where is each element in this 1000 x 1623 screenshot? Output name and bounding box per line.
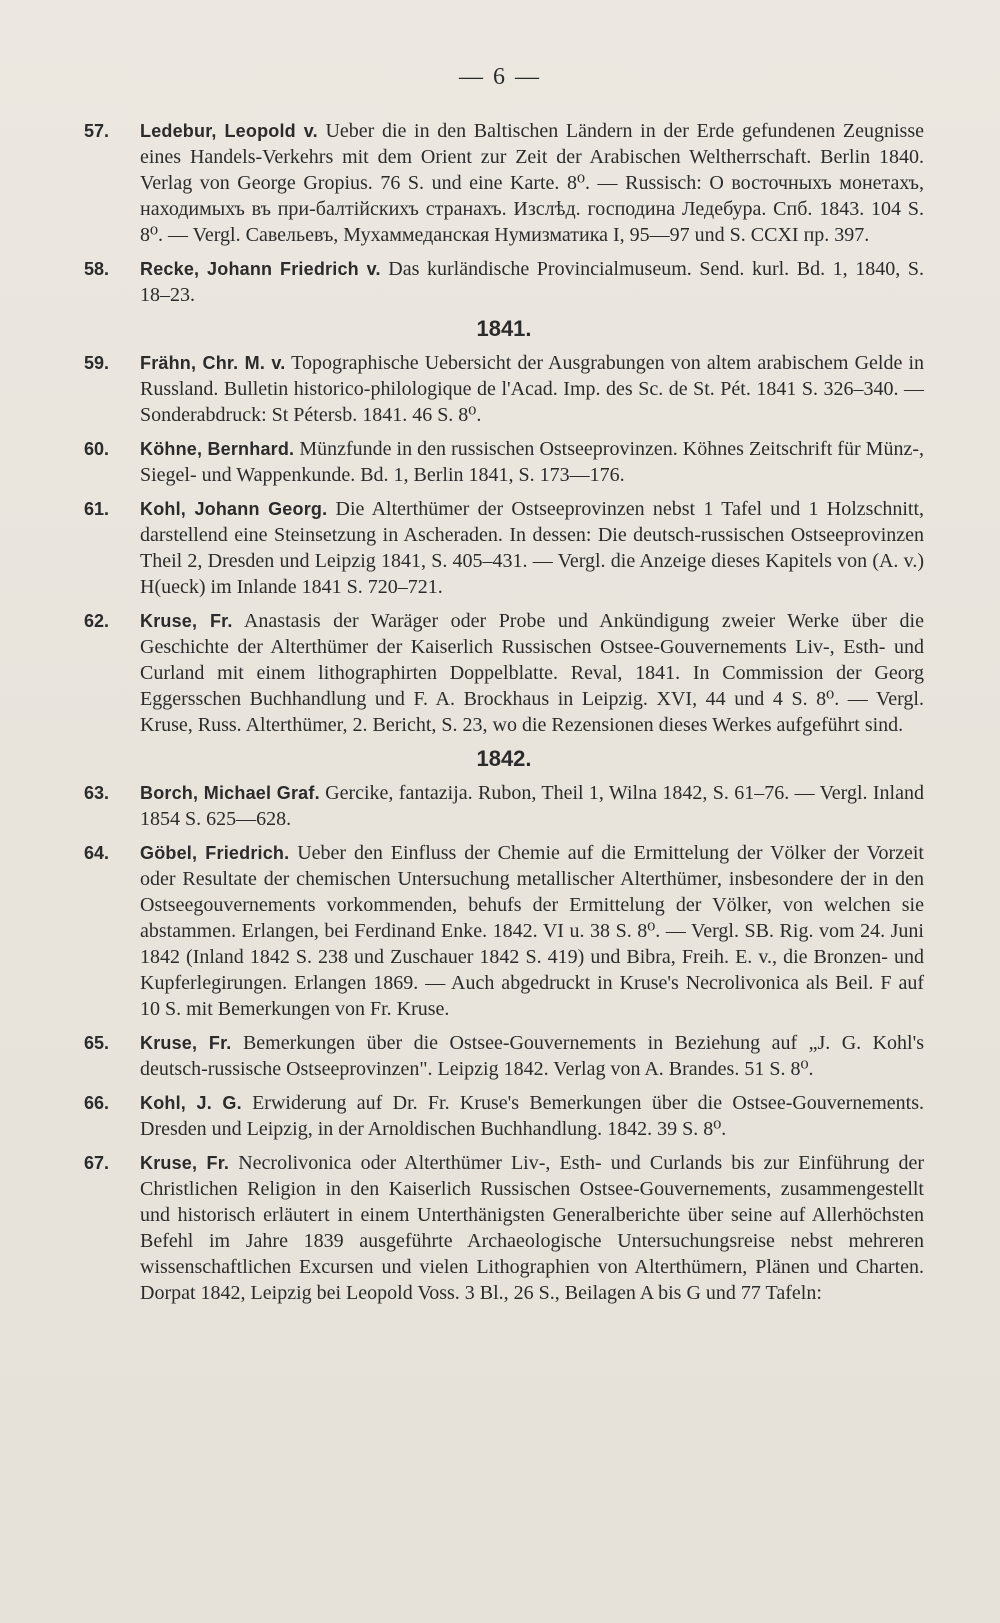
bibliography-entry: [84, 780, 924, 832]
entry-text: Topographische Uebersicht der Ausgrabungen von altem arabischem Gelde in Russland. Bulletin historico-philologique de l'Acad. Imp. des Sc. de St. Pét. 1841 S. 326–340. — Sonderabdruck: St Pétersb. 1841. 46 S. 8⁰.: [140, 352, 924, 426]
bibliography-entry: [84, 436, 924, 488]
entry-text: Anastasis der Waräger oder Probe und Ankündigung zweier Werke über die Geschichte der Alterthümer der Kaiserlich Russischen Ostsee-Gouvernements Liv-, Esth- und Curland mit einem lithographirten Doppelblatte. Reval, 1841. In Commission der Georg Eggersschen Buchhandlung und F. A. Brockhaus in Leipzig. XVI, 44 und 4 S. 8⁰. — Vergl. Kruse, Russ. Alterthümer, 2. Bericht, S. 23, wo die Rezensionen dieses Werkes aufgeführt sind.: [140, 610, 924, 736]
entry-number: 64.: [84, 843, 110, 863]
bibliography-entry: [84, 496, 924, 600]
entry-author: Recke, Johann Friedrich v.: [140, 259, 381, 279]
bibliography-entry: [84, 1090, 924, 1142]
bibliography-entry: [84, 350, 924, 428]
entry-number: 62.: [84, 611, 110, 631]
bibliography-entry: [84, 840, 924, 1022]
entry-number: 65.: [84, 1033, 110, 1053]
entry-text: Erwiderung auf Dr. Fr. Kruse's Bemerkungen über die Ostsee-Gouvernements. Dresden und Leipzig, in der Arnoldischen Buchhandlung. 1842. 39 S. 8⁰.: [140, 1092, 924, 1140]
bibliography-entry: [84, 1030, 924, 1082]
entry-text: Ueber den Einfluss der Chemie auf die Ermittelung der Völker der Vorzeit oder Resultate der chemischen Untersuchung metallischer Alterthümer, insbesondere der in den Ostseegouvernements vorkommenden, behufs der Ermittelung der Völker, von welchen sie abstammen. Erlangen, bei Ferdinand Enke. 1842. VI u. 38 S. 8⁰. — Vergl. SB. Rig. vom 24. Juni 1842 (Inland 1842 S. 238 und Zuschauer 1842 S. 419) und Bibra, Freih. E. v., die Bronzen- und Kupferlegirungen. Erlangen 1869. — Auch abgedruckt in Kruse's Necrolivonica als Beil. F auf 10 S. mit Bemerkungen von Fr. Kruse.: [140, 842, 924, 1020]
entry-number: 63.: [84, 783, 110, 803]
entry-text: Necrolivonica oder Alterthümer Liv-, Esth- und Curlands bis zur Einführung der Christlichen Religion in den Kaiserlich Russischen Ostsee-Gouvernements, zusammengestellt und historisch erläutert in einem Unterthänigsten Generalberichte über seine auf Allerhöchsten Befehl im Jahre 1839 ausgeführte Archaeologische Untersuchungsreise nebst mehreren wissenschaftlichen Excursen und vielen Lithographien von Alterthümern, Plänen und Charten. Dorpat 1842, Leipzig bei Leopold Voss. 3 Bl., 26 S., Beilagen A bis G und 77 Tafeln:: [140, 1152, 924, 1304]
bibliography-entry: [84, 608, 924, 738]
entry-author: Borch, Michael Graf.: [140, 783, 320, 803]
entry-text: Die Alterthümer der Ostseeprovinzen nebst 1 Tafel und 1 Holzschnitt, darstellend eine Steinsetzung in Ascheraden. In dessen: Die deutsch-russischen Ostseeprovinzen Theil 2, Dresden und Leipzig 1841, S. 405–431. — Vergl. die Anzeige dieses Kapitels von (A. v.) H(ueck) im Inlande 1841 S. 720–721.: [140, 498, 924, 598]
entry-author: Frähn, Chr. M. v.: [140, 353, 286, 373]
entry-text: Gercike, fantazija. Rubon, Theil 1, Wilna 1842, S. 61–76. — Vergl. Inland 1854 S. 625—628.: [140, 782, 924, 830]
entry-author: Köhne, Bernhard.: [140, 439, 295, 459]
year-heading: 1842.: [476, 746, 532, 771]
bibliography-entry: [84, 256, 924, 308]
entry-author: Kruse, Fr.: [140, 611, 233, 631]
entry-author: Göbel, Friedrich.: [140, 843, 290, 863]
entry-author: Ledebur, Leopold v.: [140, 121, 318, 141]
entry-text: Bemerkungen über die Ostsee-Gouvernements in Beziehung auf „J. G. Kohl's deutsch-russische Ostseeprovinzen". Leipzig 1842. Verlag von A. Brandes. 51 S. 8⁰.: [140, 1032, 924, 1080]
entry-number: 59.: [84, 353, 110, 373]
entry-author: Kruse, Fr.: [140, 1153, 230, 1173]
entry-number: 61.: [84, 499, 110, 519]
entry-number: 67.: [84, 1153, 110, 1173]
bibliography-entry: [84, 1150, 924, 1306]
entry-text: Münzfunde in den russischen Ostseeprovinzen. Köhnes Zeitschrift für Münz-, Siegel- und Wappenkunde. Bd. 1, Berlin 1841, S. 173—176.: [140, 438, 924, 486]
entry-text: Das kurländische Provincialmuseum. Send. kurl. Bd. 1, 1840, S. 18–23.: [140, 258, 924, 306]
entry-author: Kruse, Fr.: [140, 1033, 232, 1053]
page-number: — 6 —: [459, 64, 541, 90]
entry-number: 58.: [84, 259, 110, 279]
entry-text: Ueber die in den Baltischen Ländern in der Erde gefundenen Zeugnisse eines Handels-Verkehrs mit dem Orient zur Zeit der Arabischen Weltherrschaft. Berlin 1840. Verlag von George Gropius. 76 S. und eine Karte. 8⁰. — Russisch: О восточныхъ монетахъ, находимыхъ въ при-балтiйскихъ странахъ. Изслѣд. господина Ледебура. Спб. 1843. 104 S. 8⁰. — Vergl. Савельевъ, Мухаммеданская Нумизматика I, 95—97 und S. CCXI пр. 397.: [140, 120, 925, 246]
bibliography-entry: [84, 118, 924, 248]
entry-author: Kohl, J. G.: [140, 1093, 242, 1113]
year-heading: 1841.: [476, 316, 532, 341]
entry-author: Kohl, Johann Georg.: [140, 499, 328, 519]
entry-number: 60.: [84, 439, 110, 459]
bibliography-list: [84, 118, 924, 1314]
entry-number: 66.: [84, 1093, 110, 1113]
entry-number: 57.: [84, 121, 110, 141]
